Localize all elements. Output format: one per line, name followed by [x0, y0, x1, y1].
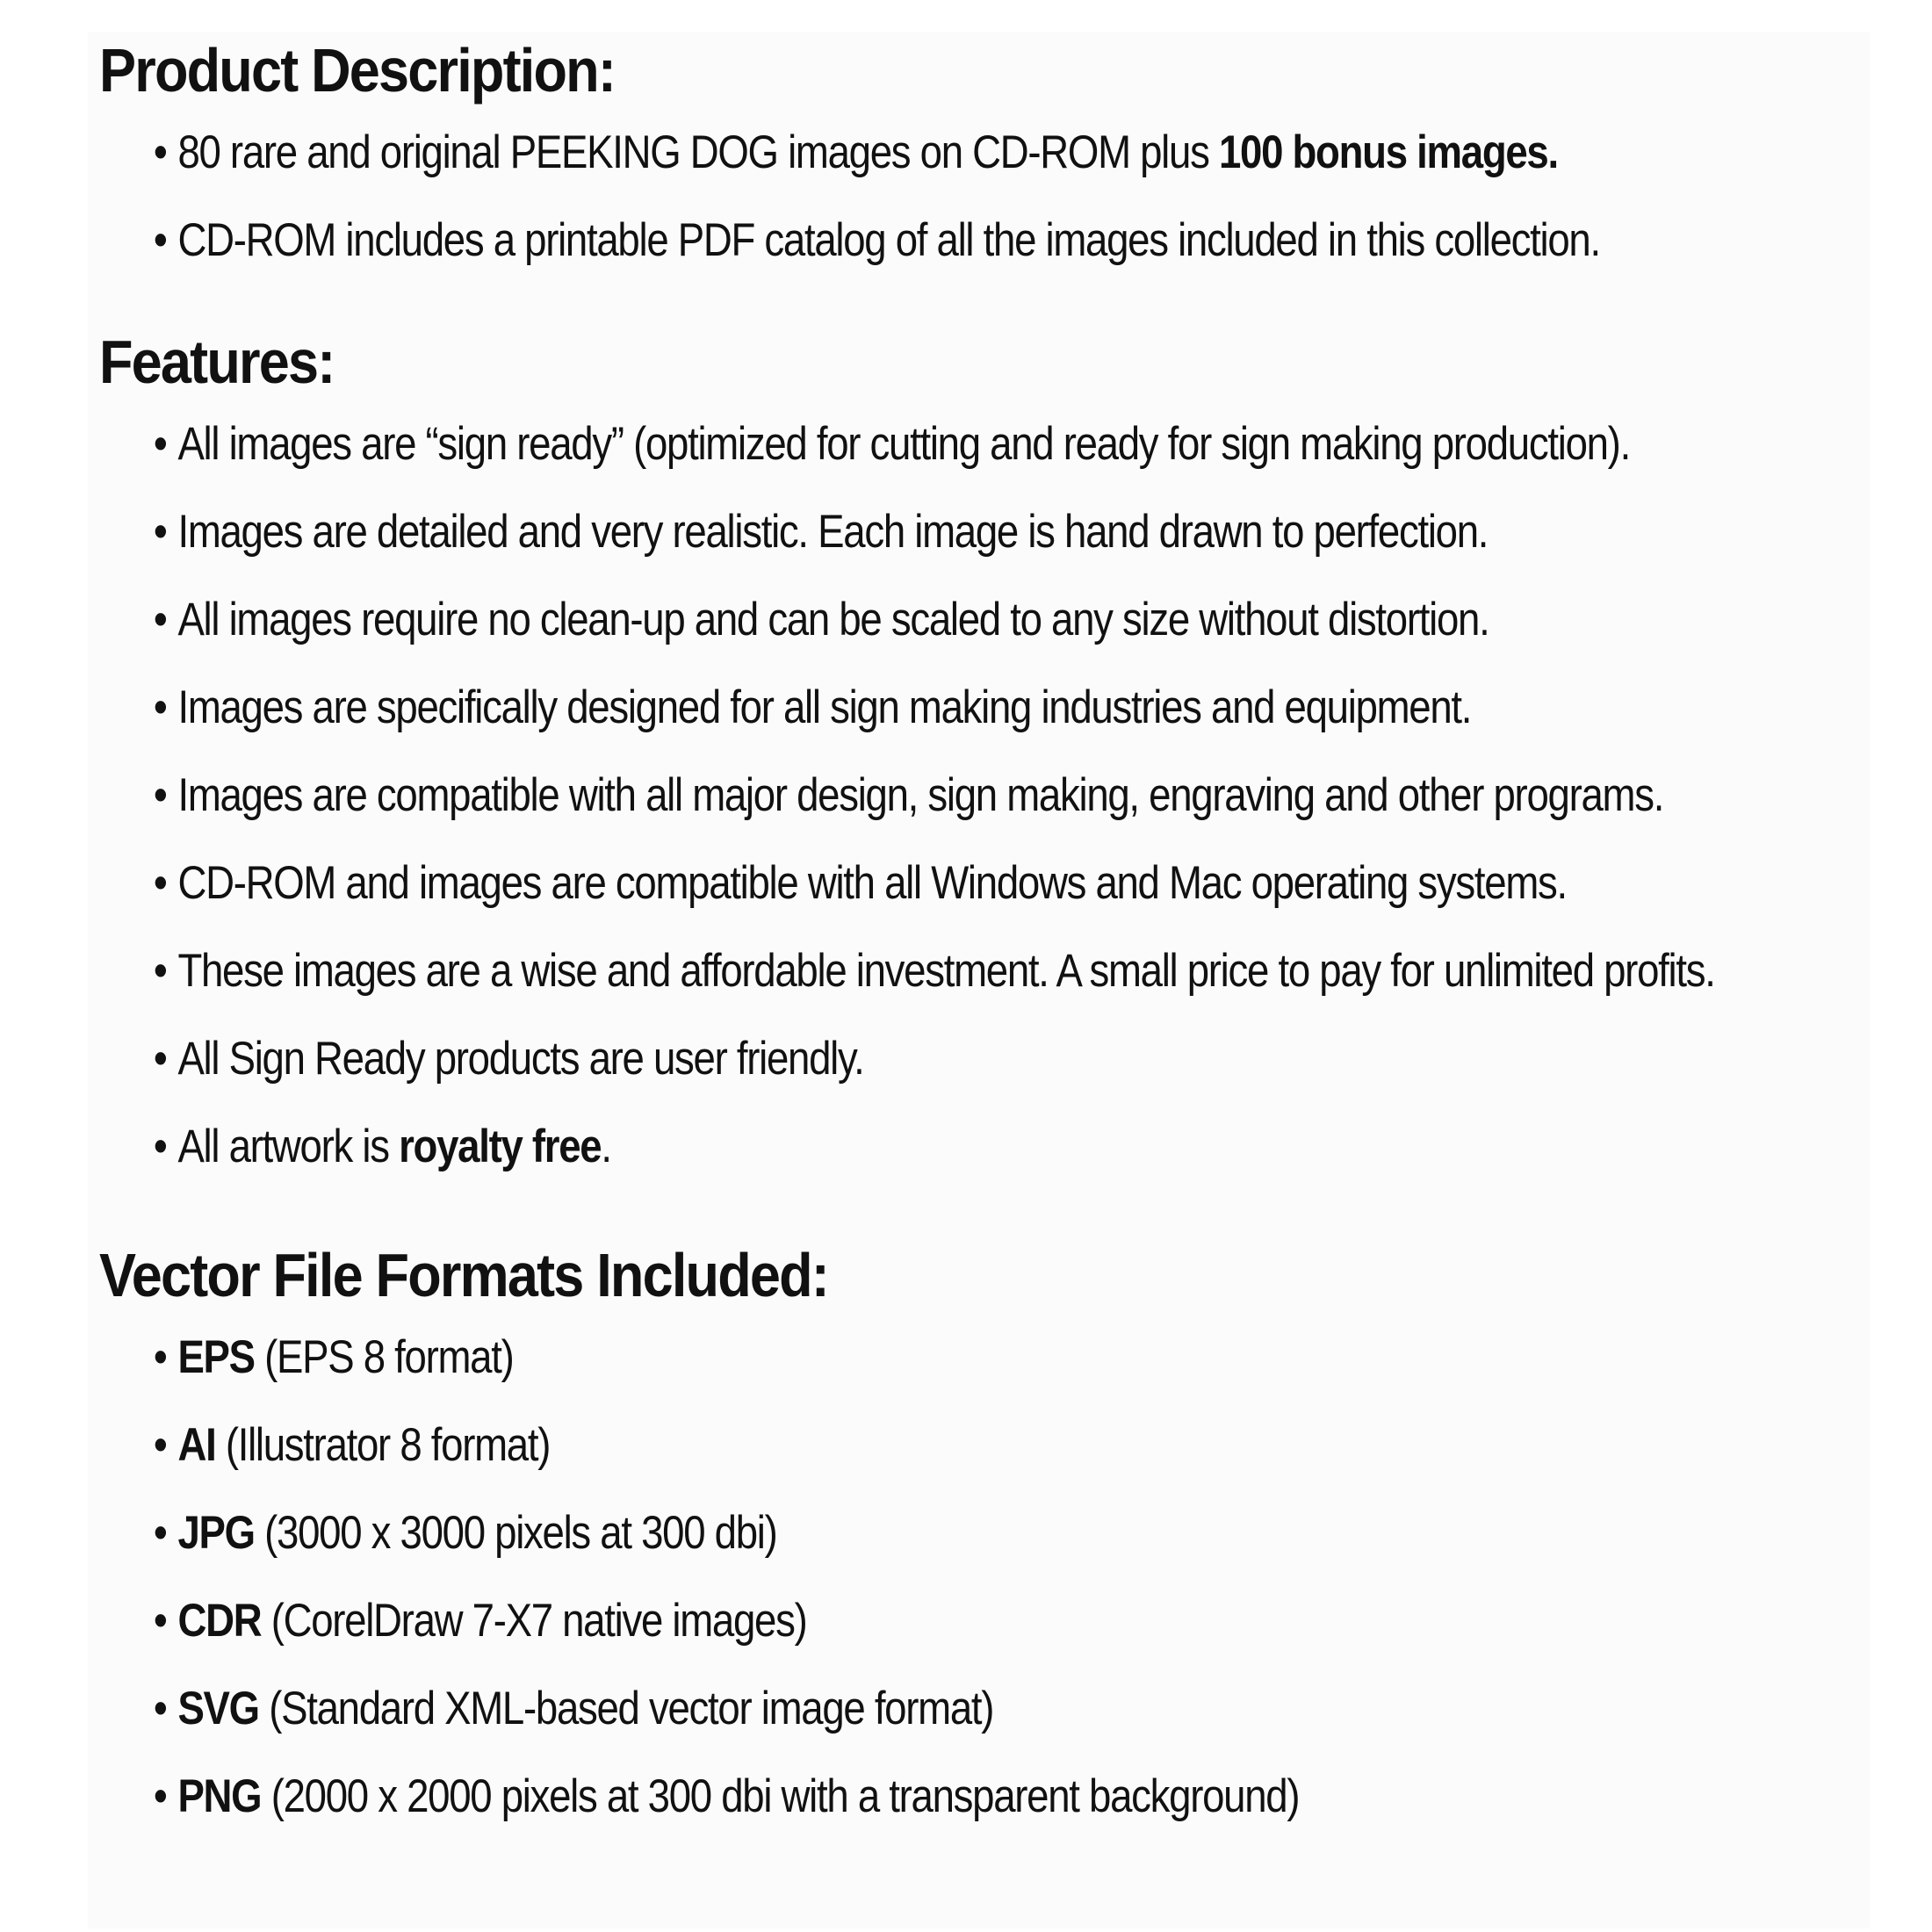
list-item — [99, 1665, 1640, 1753]
list-item — [99, 664, 1640, 752]
item-bold-text: PNG — [177, 1770, 262, 1822]
list-item — [99, 1577, 1640, 1665]
item-bold-text: JPG — [177, 1507, 255, 1559]
bullet-icon: • — [153, 1033, 167, 1085]
document-content — [99, 32, 1891, 1841]
item-text: These images are a wise and affordable investment. A small price to pay for unlimited profits. — [177, 945, 1715, 997]
list-item — [99, 576, 1640, 664]
product-description-list — [99, 109, 1891, 285]
item-bold-text: royalty free — [399, 1121, 602, 1172]
bullet-icon: • — [153, 126, 167, 178]
item-text-after: (Illustrator 8 format) — [215, 1419, 551, 1471]
bullet-icon: • — [153, 681, 167, 733]
bullet-icon: • — [153, 1507, 167, 1559]
bullet-icon: • — [153, 1595, 167, 1647]
item-text: Images are specifically designed for all sign making industries and equipment. — [177, 681, 1472, 733]
bullet-icon: • — [153, 1331, 167, 1383]
item-bold-text: AI — [177, 1419, 216, 1471]
item-bold-text: 100 bonus images. — [1218, 126, 1558, 178]
bullet-icon: • — [153, 1419, 167, 1471]
bullet-icon: • — [153, 1770, 167, 1822]
vector-formats-heading: Vector File Formats Included: — [99, 1241, 828, 1309]
product-description-heading: Product Description: — [99, 36, 616, 105]
bullet-icon: • — [153, 769, 167, 821]
list-item — [99, 197, 1640, 285]
item-text: All images are “sign ready” (optimized for cutting and ready for sign making production). — [177, 418, 1630, 470]
item-text: CD-ROM includes a printable PDF catalog of all the images included in this collection. — [177, 214, 1600, 266]
item-bold-text: SVG — [177, 1683, 259, 1734]
features-list — [99, 400, 1891, 1191]
list-item — [99, 400, 1640, 488]
list-item — [99, 752, 1664, 840]
list-item — [99, 1314, 1640, 1402]
item-text-after: (2000 x 2000 pixels at 300 dbi with a transparent background) — [261, 1770, 1300, 1822]
list-item — [99, 927, 1715, 1015]
list-item — [99, 488, 1640, 576]
features-heading: Features: — [99, 328, 335, 396]
item-text: CD-ROM and images are compatible with all Windows and Mac operating systems. — [177, 857, 1567, 909]
item-text-after: . — [601, 1121, 611, 1172]
list-item — [99, 1402, 1640, 1489]
section-spacer — [99, 1191, 1891, 1236]
list-item — [99, 1753, 1640, 1841]
item-text-after: (Standard XML-based vector image format) — [258, 1683, 994, 1734]
item-text-after: (CorelDraw 7-X7 native images) — [261, 1595, 807, 1647]
list-item — [99, 840, 1640, 927]
item-text-after: (3000 x 3000 pixels at 300 dbi) — [254, 1507, 777, 1559]
bullet-icon: • — [153, 594, 167, 645]
item-text: All images require no clean-up and can be scaled to any size without distortion. — [177, 594, 1489, 645]
item-bold-text: EPS — [177, 1331, 255, 1383]
vector-formats-list — [99, 1314, 1891, 1841]
bullet-icon: • — [153, 1121, 167, 1172]
item-text: All artwork is — [177, 1121, 400, 1172]
list-item — [99, 109, 1640, 197]
bullet-icon: • — [153, 418, 167, 470]
bullet-icon: • — [153, 214, 167, 266]
bullet-icon: • — [153, 945, 167, 997]
list-item — [99, 1103, 1640, 1191]
item-text: Images are detailed and very realistic. Each image is hand drawn to perfection. — [177, 506, 1489, 558]
section-spacer — [99, 285, 1891, 323]
item-text: All Sign Ready products are user friendly. — [177, 1033, 864, 1085]
item-text: 80 rare and original PEEKING DOG images on CD-ROM plus — [177, 126, 1219, 178]
item-bold-text: CDR — [177, 1595, 262, 1647]
bullet-icon: • — [153, 506, 167, 558]
item-text-after: (EPS 8 format) — [254, 1331, 514, 1383]
bullet-icon: • — [153, 1683, 167, 1734]
item-text: Images are compatible with all major design, sign making, engraving and other programs. — [177, 769, 1664, 821]
bullet-icon: • — [153, 857, 167, 909]
list-item — [99, 1489, 1640, 1577]
list-item — [99, 1015, 1640, 1103]
